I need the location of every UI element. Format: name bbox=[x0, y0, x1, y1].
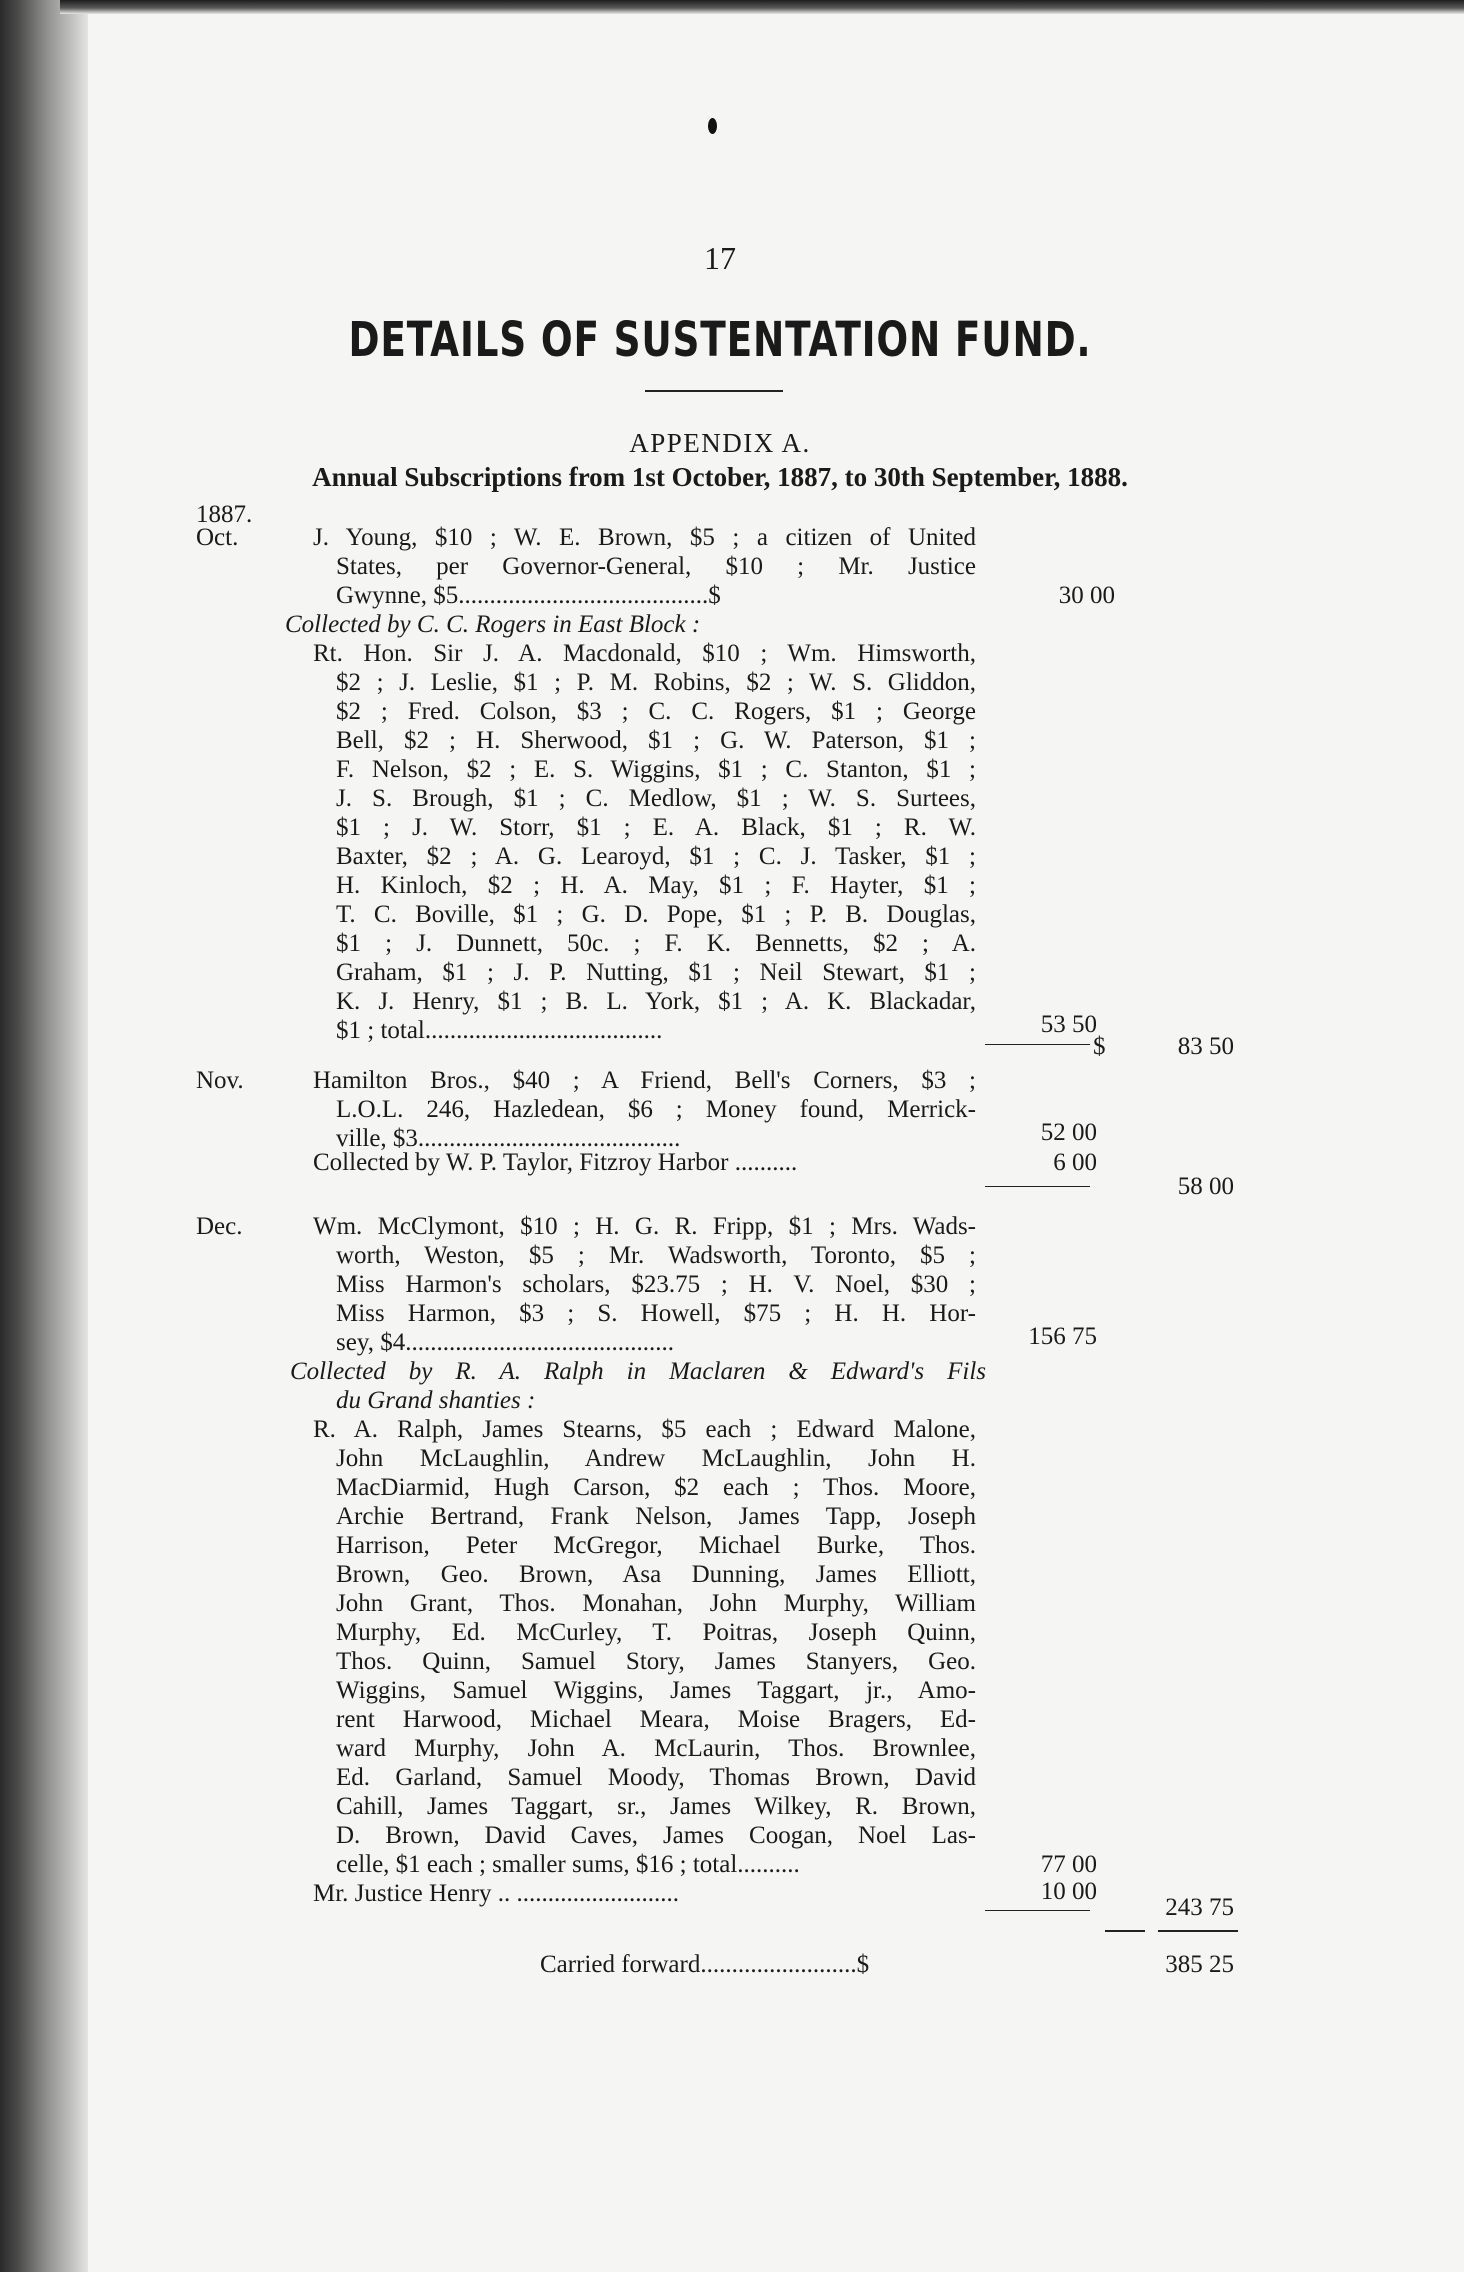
page-title: DETAILS OF SUSTENTATION FUND. bbox=[348, 312, 1092, 368]
oct-entry2-line: K. J. Henry, $1 ; B. L. York, $1 ; A. K. Blackadar, bbox=[336, 988, 976, 1015]
ink-mark bbox=[708, 118, 717, 134]
dec-entry2-line: John Grant, Thos. Monahan, John Murphy, William bbox=[336, 1590, 976, 1617]
nov-entry2-amount: 6 00 bbox=[1053, 1149, 1097, 1176]
month-dec: Dec. bbox=[196, 1213, 243, 1240]
dec-entry2-line: Wiggins, Samuel Wiggins, James Taggart, jr., Amo- bbox=[336, 1677, 976, 1704]
dec-total: 243 75 bbox=[1165, 1894, 1234, 1921]
nov-entry1-line: L.O.L. 246, Hazledean, $6 ; Money found, Merrick- bbox=[336, 1096, 976, 1123]
nov-sub-rule bbox=[985, 1186, 1090, 1187]
dec-entry1-line: sey, $4........................................... bbox=[336, 1329, 674, 1356]
oct-collected-heading: Collected by C. C. Rogers in East Block : bbox=[285, 611, 701, 638]
dec-entry2-line: Ed. Garland, Samuel Moody, Thomas Brown, David bbox=[336, 1764, 976, 1791]
oct-entry2-line: $2 ; J. Leslie, $1 ; P. M. Robins, $2 ; W. S. Gliddon, bbox=[336, 669, 976, 696]
oct-entry2-line: Graham, $1 ; J. P. Nutting, $1 ; Neil Stewart, $1 ; bbox=[336, 959, 976, 986]
dec-collected-heading: Collected by R. A. Ralph in Maclaren & Edward's Fils bbox=[290, 1358, 986, 1385]
total-rule-short bbox=[1105, 1930, 1145, 1932]
oct-entry2-line: $1 ; J. W. Storr, $1 ; E. A. Black, $1 ; R. W. bbox=[336, 814, 976, 841]
dec-entry1-line: worth, Weston, $5 ; Mr. Wadsworth, Toronto, $5 ; bbox=[336, 1242, 976, 1269]
oct-sub-rule bbox=[985, 1044, 1090, 1045]
dec-entry2-line: Cahill, James Taggart, sr., James Wilkey, R. Brown, bbox=[336, 1793, 976, 1820]
oct-total: 83 50 bbox=[1177, 1033, 1234, 1060]
dec-entry2-line: Murphy, Ed. McCurley, T. Poitras, Joseph Quinn, bbox=[336, 1619, 976, 1646]
book-spine-shadow bbox=[0, 0, 88, 2272]
oct-entry1-line: Gwynne, $5........................................$ bbox=[336, 582, 721, 609]
dec-entry1-amount: 156 75 bbox=[1028, 1323, 1097, 1350]
nov-total: 58 00 bbox=[1177, 1173, 1234, 1200]
dec-entry3-amount: 10 00 bbox=[1040, 1878, 1097, 1905]
oct-entry2-line: H. Kinloch, $2 ; H. A. May, $1 ; F. Hayter, $1 ; bbox=[336, 872, 976, 899]
dec-entry1-line: Miss Harmon, $3 ; S. Howell, $75 ; H. H. Hor- bbox=[336, 1300, 976, 1327]
dec-entry1-line: Miss Harmon's scholars, $23.75 ; H. V. Noel, $30 ; bbox=[336, 1271, 976, 1298]
oct-entry2-amount: 53 50 bbox=[1040, 1011, 1097, 1038]
dec-entry2-line: Thos. Quinn, Samuel Story, James Stanyers, Geo. bbox=[336, 1648, 976, 1675]
month-oct: Oct. bbox=[196, 524, 239, 551]
oct-entry2-line: Bell, $2 ; H. Sherwood, $1 ; G. W. Paterson, $1 ; bbox=[336, 727, 976, 754]
dec-entry1-line: Wm. McClymont, $10 ; H. G. R. Fripp, $1 ; Mrs. Wads- bbox=[313, 1213, 976, 1240]
carried-forward-label: Carried forward.........................$ bbox=[540, 1951, 870, 1978]
oct-total-dollar: $ bbox=[1093, 1033, 1106, 1060]
year-label: 1887. bbox=[196, 501, 253, 528]
nov-entry1-line: ville, $3.......................................... bbox=[336, 1125, 681, 1152]
appendix-heading: APPENDIX A. bbox=[629, 428, 811, 458]
dec-entry2-line: MacDiarmid, Hugh Carson, $2 each ; Thos. Moore, bbox=[336, 1474, 976, 1501]
oct-entry2-line: F. Nelson, $2 ; E. S. Wiggins, $1 ; C. Stanton, $1 ; bbox=[336, 756, 976, 783]
dec-entry2-line: Harrison, Peter McGregor, Michael Burke, Thos. bbox=[336, 1532, 976, 1559]
dec-entry2-amount: 77 00 bbox=[1040, 1851, 1097, 1878]
dec-entry2-line: ward Murphy, John A. McLaurin, Thos. Brownlee, bbox=[336, 1735, 976, 1762]
dec-entry2-line: celle, $1 each ; smaller sums, $16 ; total.......... bbox=[336, 1851, 800, 1878]
dec-entry2-line: Archie Bertrand, Frank Nelson, James Tapp, Joseph bbox=[336, 1503, 976, 1530]
oct-entry2-line: Baxter, $2 ; A. G. Learoyd, $1 ; C. J. Tasker, $1 ; bbox=[336, 843, 976, 870]
nov-entry1-line: Hamilton Bros., $40 ; A Friend, Bell's Corners, $3 ; bbox=[313, 1067, 976, 1094]
nov-entry1-amount: 52 00 bbox=[1040, 1119, 1097, 1146]
nov-entry2: Collected by W. P. Taylor, Fitzroy Harbor .......... bbox=[313, 1149, 798, 1176]
subtitle: Annual Subscriptions from 1st October, 1887, to 30th September, 1888. bbox=[312, 462, 1128, 492]
oct-entry1-line: J. Young, $10 ; W. E. Brown, $5 ; a citizen of United bbox=[313, 524, 976, 551]
oct-entry2-line: $2 ; Fred. Colson, $3 ; C. C. Rogers, $1 ; George bbox=[336, 698, 976, 725]
oct-entry2-line: $1 ; J. Dunnett, 50c. ; F. K. Bennetts, $2 ; A. bbox=[336, 930, 976, 957]
dec-entry2-line: R. A. Ralph, James Stearns, $5 each ; Edward Malone, bbox=[313, 1416, 976, 1443]
dec-sub-rule bbox=[985, 1910, 1090, 1911]
dec-entry2-line: D. Brown, David Caves, James Coogan, Noel Las- bbox=[336, 1822, 976, 1849]
oct-entry1-line: States, per Governor-General, $10 ; Mr. Justice bbox=[336, 553, 976, 580]
dec-entry2-line: John McLaughlin, Andrew McLaughlin, John H. bbox=[336, 1445, 976, 1472]
dec-entry2-line: Brown, Geo. Brown, Asa Dunning, James Elliott, bbox=[336, 1561, 976, 1588]
carried-forward-amount: 385 25 bbox=[1165, 1951, 1234, 1978]
oct-entry2-line: Rt. Hon. Sir J. A. Macdonald, $10 ; Wm. Himsworth, bbox=[313, 640, 976, 667]
oct-entry2-line: T. C. Boville, $1 ; G. D. Pope, $1 ; P. B. Douglas, bbox=[336, 901, 976, 928]
oct-entry2-line: $1 ; total...................................... bbox=[336, 1017, 663, 1044]
total-rule bbox=[1158, 1930, 1238, 1932]
oct-entry1-amount: 30 00 bbox=[1058, 582, 1115, 609]
dec-entry2-line: rent Harwood, Michael Meara, Moise Bragers, Ed- bbox=[336, 1706, 976, 1733]
dec-collected-heading: du Grand shanties : bbox=[336, 1387, 536, 1414]
page-number: 17 bbox=[704, 240, 736, 276]
oct-entry2-line: J. S. Brough, $1 ; C. Medlow, $1 ; W. S. Surtees, bbox=[336, 785, 976, 812]
dec-entry3: Mr. Justice Henry .. .......................... bbox=[313, 1880, 679, 1907]
page-top-edge bbox=[60, 0, 1464, 14]
month-nov: Nov. bbox=[196, 1067, 244, 1094]
title-rule bbox=[645, 390, 783, 392]
